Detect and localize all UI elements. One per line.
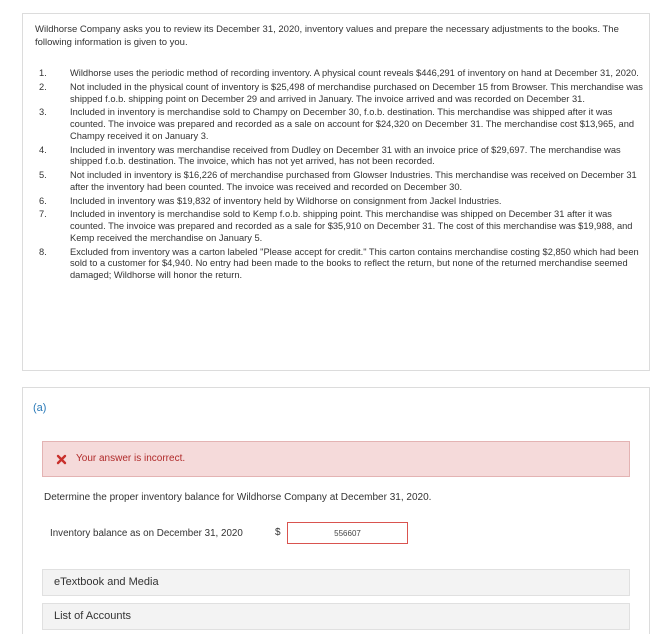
item-text: Wildhorse uses the periodic method of recording inventory. A physical count reveals $446,291 of inventory on hand at December 31, 2020. [70,68,639,78]
answer-panel [22,387,650,634]
list-item [35,247,645,282]
list-item [35,107,645,142]
etextbook-media-button[interactable]: eTextbook and Media [42,569,630,596]
question-text: Determine the proper inventory balance for Wildhorse Company at December 31, 2020. [44,492,432,503]
error-message: Your answer is incorrect. [76,453,186,464]
item-text: Not included in inventory is $16,226 of merchandise purchased from Glowser Industries. This merchandise was received on December 31 after the inventory had been counted. The invoice was received and recorded on December 30. [70,170,637,192]
item-text: Included in inventory is merchandise sold to Kemp f.o.b. shipping point. This merchandise was shipped on December 31 after it was counted. The invoice was prepared and recorded as a sale for $35,910 on December 31. The cost of this merchandise was $19,988, and Kemp received the merchandise on January 5. [70,209,633,243]
item-number: 7. [39,209,47,220]
incorrect-answer-alert [42,441,630,477]
item-number: 4. [39,144,47,155]
list-item [35,82,645,105]
item-number: 8. [39,246,47,257]
part-label: (a) [33,402,47,414]
answer-label: Inventory balance as on December 31, 2020 [50,528,243,539]
problem-intro: Wildhorse Company asks you to review its December 31, 2020, inventory values and prepare the necessary adjustments to the books. The following information is given to you. [35,24,619,48]
inventory-balance-input[interactable] [287,522,408,544]
item-number: 3. [39,107,47,118]
item-text: Excluded from inventory was a carton labeled "Please accept for credit." This carton contains merchandise costing $2,850 which had been sold to a customer for $4,940. No entry had been made to the books to reflect the return, but none of the returned merchandise seemed damaged; Wildhorse will honor the return. [70,246,639,280]
list-item [35,209,645,244]
item-text: Included in inventory was merchandise received from Dudley on December 31 with an invoice price of $29,697. The merchandise was shipped f.o.b. destination. The invoice, which has not yet arrived, has not been recorded. [70,144,621,167]
item-number: 2. [39,81,47,92]
item-number: 5. [39,170,47,180]
list-of-accounts-button[interactable]: List of Accounts [42,603,630,630]
currency-symbol: $ [275,527,281,538]
list-item [35,170,645,193]
list-item [35,68,645,80]
item-text: Not included in the physical count of inventory is $25,498 of merchandise purchased on December 15 from Browser. This merchandise was shipped f.o.b. shipping point on December 29 and arrived in January. The invoice arrived and was recorded on December 31. [70,81,643,104]
item-text: Included in inventory is merchandise sold to Champy on December 30, f.o.b. destination. This merchandise was shipped after it was counted. The invoice was prepared and recorded as a sale on account for $24,320 on December 31. The merchandise cost $13,965, and Champy received it on January 3. [70,107,635,141]
item-text: Included in inventory was $19,832 of inventory held by Wildhorse on consignment from Jackel Industries. [70,195,502,206]
problem-panel [22,13,650,371]
close-icon [56,454,67,465]
list-item [35,145,645,168]
problem-items-list [35,68,645,284]
item-number: 1. [39,68,47,78]
item-number: 6. [39,195,47,206]
list-item [35,196,645,208]
